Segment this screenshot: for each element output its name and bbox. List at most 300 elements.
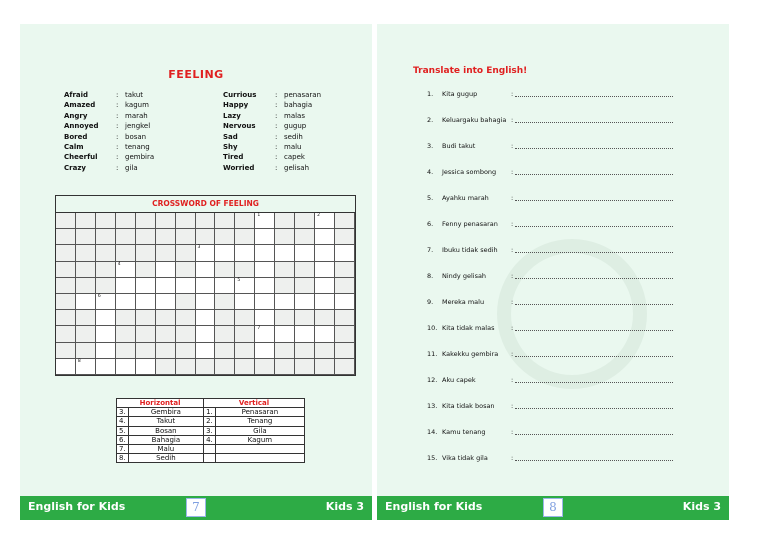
vocab-separator: : bbox=[275, 132, 278, 141]
vocab-separator: : bbox=[116, 122, 119, 131]
crossword-cell bbox=[315, 294, 335, 310]
item-sentence: Vika tidak gila bbox=[442, 454, 488, 462]
crossword-cell bbox=[96, 359, 116, 375]
crossword-block bbox=[116, 229, 136, 245]
vocab-separator: : bbox=[116, 132, 119, 141]
clue-row bbox=[117, 435, 305, 444]
vocab-english: Tired bbox=[223, 153, 244, 162]
vertical-clue-word bbox=[215, 444, 304, 453]
crossword-title: CROSSWORD OF FEELING bbox=[56, 196, 355, 213]
crossword-block bbox=[215, 310, 235, 326]
clue-table bbox=[116, 398, 305, 463]
translate-item bbox=[427, 246, 677, 272]
crossword-block bbox=[156, 229, 176, 245]
answer-line[interactable] bbox=[515, 382, 673, 383]
answer-line[interactable] bbox=[515, 408, 673, 409]
crossword-cell bbox=[315, 262, 335, 278]
answer-line[interactable] bbox=[515, 174, 673, 175]
crossword-block bbox=[156, 213, 176, 229]
crossword-block bbox=[335, 278, 355, 294]
horizontal-clue-number: 7. bbox=[117, 444, 129, 453]
crossword-block bbox=[176, 262, 196, 278]
answer-line[interactable] bbox=[515, 226, 673, 227]
translate-item bbox=[427, 376, 677, 402]
crossword-cell bbox=[255, 213, 275, 229]
crossword-cell bbox=[156, 294, 176, 310]
item-sentence: Aku capek bbox=[442, 376, 476, 384]
crossword-block bbox=[76, 213, 96, 229]
vocab-english: Amazed bbox=[64, 101, 96, 110]
vocab-indonesian: capek bbox=[284, 153, 305, 162]
vocab-english: Happy bbox=[223, 101, 249, 110]
crossword-block bbox=[295, 213, 315, 229]
item-number: 8. bbox=[427, 272, 434, 280]
horizontal-clue-word: Malu bbox=[128, 444, 203, 453]
crossword-cell bbox=[96, 343, 116, 359]
vertical-clue-number: 1. bbox=[204, 408, 216, 417]
crossword-block bbox=[315, 359, 335, 375]
crossword-block bbox=[176, 326, 196, 342]
crossword-number: 6 bbox=[97, 294, 101, 299]
crossword-block bbox=[156, 326, 176, 342]
crossword-cell bbox=[295, 294, 315, 310]
item-colon: : bbox=[511, 220, 514, 228]
crossword-block bbox=[156, 310, 176, 326]
crossword-block bbox=[176, 229, 196, 245]
item-number: 12. bbox=[427, 376, 438, 384]
vocab-separator: : bbox=[116, 101, 119, 110]
footer-level: Kids 3 bbox=[682, 500, 721, 513]
horizontal-clue-number: 8. bbox=[117, 454, 129, 463]
vertical-clue-number: 4. bbox=[204, 435, 216, 444]
vocab-separator: : bbox=[275, 122, 278, 131]
crossword-cell bbox=[275, 294, 295, 310]
item-sentence: Kita tidak malas bbox=[442, 324, 495, 332]
crossword-cell bbox=[275, 245, 295, 261]
crossword-block bbox=[56, 294, 76, 310]
vocab-english: Lazy bbox=[223, 111, 241, 120]
crossword-block bbox=[196, 229, 216, 245]
crossword-block bbox=[176, 359, 196, 375]
answer-line[interactable] bbox=[515, 122, 673, 123]
crossword-cell bbox=[255, 262, 275, 278]
translate-item bbox=[427, 324, 677, 350]
item-sentence: Jessica sombong bbox=[442, 168, 497, 176]
crossword-number: 3 bbox=[197, 245, 201, 251]
crossword-block bbox=[176, 310, 196, 326]
vocab-english: Calm bbox=[64, 142, 84, 151]
vocab-indonesian: marah bbox=[125, 111, 148, 120]
vocab-english: Shy bbox=[223, 142, 238, 151]
vocab-english: Sad bbox=[223, 132, 238, 141]
crossword-cell bbox=[96, 310, 116, 326]
crossword-block bbox=[56, 262, 76, 278]
crossword-block bbox=[255, 359, 275, 375]
item-colon: : bbox=[511, 376, 514, 384]
vocab-separator: : bbox=[116, 91, 119, 99]
vocab-indonesian: gila bbox=[125, 163, 138, 172]
item-number: 11. bbox=[427, 350, 438, 358]
crossword-block bbox=[96, 245, 116, 261]
crossword-block bbox=[136, 213, 156, 229]
vocab-english: Currious bbox=[223, 91, 257, 99]
item-sentence: Ayahku marah bbox=[442, 194, 489, 202]
crossword-block bbox=[275, 262, 295, 278]
vocab-indonesian: tenang bbox=[125, 142, 150, 151]
crossword-block bbox=[215, 213, 235, 229]
crossword-cell bbox=[335, 245, 355, 261]
crossword-block bbox=[196, 213, 216, 229]
item-colon: : bbox=[511, 116, 514, 124]
crossword-block bbox=[136, 229, 156, 245]
crossword-block bbox=[136, 245, 156, 261]
vocab-separator: : bbox=[275, 163, 278, 172]
translate-item bbox=[427, 272, 677, 298]
crossword-block bbox=[176, 294, 196, 310]
crossword-cell bbox=[136, 278, 156, 294]
item-sentence: Budi takut bbox=[442, 142, 476, 150]
crossword-cell bbox=[235, 245, 255, 261]
translate-item bbox=[427, 454, 677, 480]
footer-book-title: English for Kids bbox=[385, 500, 483, 513]
crossword-cell bbox=[315, 213, 335, 229]
item-number: 4. bbox=[427, 168, 434, 176]
vocab-indonesian: malu bbox=[284, 142, 302, 151]
item-number: 13. bbox=[427, 402, 438, 410]
vocab-indonesian: jengkel bbox=[125, 122, 151, 131]
crossword-block bbox=[275, 310, 295, 326]
crossword-block bbox=[96, 229, 116, 245]
horizontal-clue-word: Takut bbox=[128, 417, 203, 426]
crossword-block bbox=[116, 213, 136, 229]
crossword-block bbox=[235, 213, 255, 229]
crossword-block bbox=[335, 359, 355, 375]
clue-row bbox=[117, 426, 305, 435]
crossword-block bbox=[116, 245, 136, 261]
answer-line[interactable] bbox=[515, 200, 673, 201]
item-colon: : bbox=[511, 194, 514, 202]
horizontal-clue-word: Gembira bbox=[128, 408, 203, 417]
crossword-block bbox=[215, 294, 235, 310]
crossword-block bbox=[215, 229, 235, 245]
crossword-cell bbox=[136, 359, 156, 375]
translate-title: Translate into English! bbox=[413, 66, 528, 76]
crossword-cell bbox=[196, 343, 216, 359]
translate-item bbox=[427, 220, 677, 246]
crossword-block bbox=[96, 262, 116, 278]
answer-line[interactable] bbox=[515, 252, 673, 253]
crossword-block bbox=[56, 229, 76, 245]
vocab-english: Bored bbox=[64, 132, 88, 141]
crossword-block bbox=[295, 278, 315, 294]
crossword-cell bbox=[96, 326, 116, 342]
crossword-block bbox=[156, 245, 176, 261]
crossword-block bbox=[295, 262, 315, 278]
crossword-cell bbox=[235, 294, 255, 310]
vocab-indonesian: takut bbox=[125, 91, 144, 99]
vocab-indonesian: malas bbox=[284, 111, 305, 120]
answer-line[interactable] bbox=[515, 330, 673, 331]
clue-row bbox=[117, 408, 305, 417]
crossword-block bbox=[275, 278, 295, 294]
crossword-block bbox=[116, 343, 136, 359]
crossword-cell bbox=[116, 359, 136, 375]
crossword-block bbox=[76, 278, 96, 294]
answer-line[interactable] bbox=[515, 356, 673, 357]
vocab-separator: : bbox=[116, 153, 119, 162]
feeling-title: FEELING bbox=[168, 68, 224, 81]
crossword-cell bbox=[196, 310, 216, 326]
page-left bbox=[20, 24, 372, 520]
item-colon: : bbox=[511, 272, 514, 280]
crossword-block bbox=[335, 310, 355, 326]
item-sentence: Mereka malu bbox=[442, 298, 485, 306]
crossword-block bbox=[235, 262, 255, 278]
crossword-block bbox=[56, 310, 76, 326]
footer-book-title: English for Kids bbox=[28, 500, 126, 513]
vertical-header: Vertical bbox=[204, 399, 305, 408]
crossword-block bbox=[176, 343, 196, 359]
translate-item bbox=[427, 90, 677, 116]
item-colon: : bbox=[511, 428, 514, 436]
crossword-cell bbox=[196, 262, 216, 278]
crossword-block bbox=[335, 326, 355, 342]
item-sentence: Kita tidak bosan bbox=[442, 402, 495, 410]
crossword-number: 4 bbox=[117, 261, 121, 267]
crossword-block bbox=[315, 310, 335, 326]
footer-right bbox=[377, 496, 729, 520]
crossword-cell bbox=[215, 245, 235, 261]
crossword-cell bbox=[255, 310, 275, 326]
item-sentence: Nindy gelisah bbox=[442, 272, 487, 280]
crossword-block bbox=[176, 245, 196, 261]
crossword-cell bbox=[156, 262, 176, 278]
item-colon: : bbox=[511, 350, 514, 358]
crossword-block bbox=[96, 278, 116, 294]
crossword-cell bbox=[235, 278, 255, 294]
crossword-cell bbox=[196, 278, 216, 294]
horizontal-header: Horizontal bbox=[117, 399, 204, 408]
crossword-block bbox=[176, 213, 196, 229]
vertical-clue-word bbox=[215, 454, 304, 463]
vocab-separator: : bbox=[275, 111, 278, 120]
crossword-cell bbox=[76, 294, 96, 310]
vocab-english: Cheerful bbox=[64, 153, 98, 162]
crossword-block bbox=[335, 213, 355, 229]
item-number: 5. bbox=[427, 194, 434, 202]
vocab-english: Angry bbox=[64, 111, 88, 120]
crossword-cell bbox=[295, 245, 315, 261]
item-number: 7. bbox=[427, 246, 434, 254]
vertical-clue-number: 3. bbox=[204, 426, 216, 435]
item-sentence: Kamu tenang bbox=[442, 428, 486, 436]
horizontal-clue-word: Bahagia bbox=[128, 435, 203, 444]
answer-line[interactable] bbox=[515, 434, 673, 435]
crossword-cell bbox=[116, 278, 136, 294]
item-number: 6. bbox=[427, 220, 434, 228]
vocab-english: Crazy bbox=[64, 163, 86, 172]
crossword-cell bbox=[136, 294, 156, 310]
vocab-indonesian: gugup bbox=[284, 122, 307, 131]
crossword-cell bbox=[255, 229, 275, 245]
answer-line[interactable] bbox=[515, 148, 673, 149]
crossword-block bbox=[235, 343, 255, 359]
horizontal-clue-number: 3. bbox=[117, 408, 129, 417]
vocab-separator: : bbox=[116, 163, 119, 172]
vertical-clue-word: Tenang bbox=[215, 417, 304, 426]
crossword-cell bbox=[255, 343, 275, 359]
answer-line[interactable] bbox=[515, 278, 673, 279]
crossword-block bbox=[136, 262, 156, 278]
vocab-separator: : bbox=[275, 153, 278, 162]
translate-item bbox=[427, 194, 677, 220]
item-sentence: Ibuku tidak sedih bbox=[442, 246, 498, 254]
crossword-cell bbox=[156, 278, 176, 294]
crossword-block bbox=[56, 245, 76, 261]
vertical-clue-number: 2. bbox=[204, 417, 216, 426]
crossword-cell bbox=[255, 294, 275, 310]
translate-item bbox=[427, 298, 677, 324]
crossword-block bbox=[56, 326, 76, 342]
crossword-block bbox=[156, 343, 176, 359]
crossword-cell bbox=[215, 278, 235, 294]
crossword-number: 7 bbox=[257, 326, 261, 332]
crossword-cell bbox=[56, 359, 76, 375]
horizontal-clue-number: 5. bbox=[117, 426, 129, 435]
vocab-indonesian: sedih bbox=[284, 132, 303, 141]
vocab-separator: : bbox=[275, 101, 278, 110]
crossword-cell bbox=[176, 278, 196, 294]
item-number: 15. bbox=[427, 454, 438, 462]
crossword-block bbox=[235, 359, 255, 375]
item-number: 14. bbox=[427, 428, 438, 436]
crossword-cell bbox=[275, 326, 295, 342]
vertical-clue-number bbox=[204, 454, 216, 463]
answer-line[interactable] bbox=[515, 96, 673, 97]
crossword-block bbox=[275, 229, 295, 245]
crossword-number: 5 bbox=[237, 277, 241, 283]
vocab-separator: : bbox=[275, 142, 278, 151]
crossword-number: 2 bbox=[317, 213, 320, 218]
crossword-cell bbox=[315, 278, 335, 294]
translate-item bbox=[427, 168, 677, 194]
translate-item bbox=[427, 116, 677, 142]
vocab-separator: : bbox=[116, 142, 119, 151]
item-number: 2. bbox=[427, 116, 434, 124]
crossword-block bbox=[196, 359, 216, 375]
crossword-block bbox=[215, 262, 235, 278]
crossword-block bbox=[295, 343, 315, 359]
crossword-block bbox=[215, 326, 235, 342]
crossword-block bbox=[335, 229, 355, 245]
crossword-block bbox=[96, 213, 116, 229]
vocab-indonesian: penasaran bbox=[284, 91, 322, 99]
crossword-number: 8 bbox=[77, 358, 81, 364]
crossword-number: 1 bbox=[257, 213, 261, 218]
crossword-block bbox=[136, 326, 156, 342]
item-colon: : bbox=[511, 168, 514, 176]
crossword-block bbox=[235, 229, 255, 245]
answer-line[interactable] bbox=[515, 304, 673, 305]
item-sentence: Keluargaku bahagia bbox=[442, 116, 507, 124]
crossword-block bbox=[76, 245, 96, 261]
crossword-cell bbox=[76, 359, 96, 375]
crossword-cell bbox=[335, 294, 355, 310]
crossword-block bbox=[335, 262, 355, 278]
translate-list bbox=[427, 90, 677, 480]
item-number: 9. bbox=[427, 298, 434, 306]
item-colon: : bbox=[511, 324, 514, 332]
item-sentence: Kakekku gembira bbox=[442, 350, 499, 358]
item-number: 1. bbox=[427, 90, 434, 98]
crossword-cell bbox=[315, 229, 335, 245]
clue-row bbox=[117, 444, 305, 453]
horizontal-clue-word: Sedih bbox=[128, 454, 203, 463]
crossword-block bbox=[136, 343, 156, 359]
crossword-block bbox=[56, 278, 76, 294]
crossword-block bbox=[275, 359, 295, 375]
vertical-clue-word: Gila bbox=[215, 426, 304, 435]
item-colon: : bbox=[511, 142, 514, 150]
crossword-grid bbox=[56, 213, 355, 375]
item-colon: : bbox=[511, 298, 514, 306]
crossword-block bbox=[335, 343, 355, 359]
crossword-cell bbox=[295, 326, 315, 342]
vocab-indonesian: gembira bbox=[125, 153, 155, 162]
translate-item bbox=[427, 350, 677, 376]
item-colon: : bbox=[511, 246, 514, 254]
crossword-cell bbox=[315, 245, 335, 261]
crossword-block bbox=[76, 310, 96, 326]
crossword-block bbox=[295, 310, 315, 326]
vocab-indonesian: bosan bbox=[125, 132, 147, 141]
vertical-clue-number bbox=[204, 444, 216, 453]
crossword-block bbox=[76, 262, 96, 278]
vocab-indonesian: bahagia bbox=[284, 101, 313, 110]
crossword-block bbox=[136, 310, 156, 326]
footer-level: Kids 3 bbox=[325, 500, 364, 513]
crossword-block bbox=[116, 310, 136, 326]
crossword-block bbox=[235, 310, 255, 326]
item-colon: : bbox=[511, 90, 514, 98]
clue-row bbox=[117, 417, 305, 426]
answer-line[interactable] bbox=[515, 460, 673, 461]
item-sentence: Fenny penasaran bbox=[442, 220, 498, 228]
clue-row bbox=[117, 454, 305, 463]
crossword-cell bbox=[255, 326, 275, 342]
crossword-block bbox=[116, 326, 136, 342]
vocab-english: Worried bbox=[223, 163, 255, 172]
item-colon: : bbox=[511, 454, 514, 462]
item-number: 3. bbox=[427, 142, 434, 150]
vocab-separator: : bbox=[275, 91, 278, 99]
vocab-english: Nervous bbox=[223, 122, 256, 131]
translate-item bbox=[427, 428, 677, 454]
crossword-block bbox=[295, 229, 315, 245]
horizontal-clue-number: 4. bbox=[117, 417, 129, 426]
crossword-block bbox=[215, 343, 235, 359]
crossword-block bbox=[56, 213, 76, 229]
item-sentence: Kita gugup bbox=[442, 90, 478, 98]
translate-item bbox=[427, 142, 677, 168]
crossword-block bbox=[295, 359, 315, 375]
crossword-block bbox=[76, 326, 96, 342]
crossword-cell bbox=[196, 326, 216, 342]
crossword-box bbox=[55, 195, 356, 376]
crossword-block bbox=[215, 359, 235, 375]
page-number: 8 bbox=[543, 498, 563, 517]
crossword-cell bbox=[315, 326, 335, 342]
